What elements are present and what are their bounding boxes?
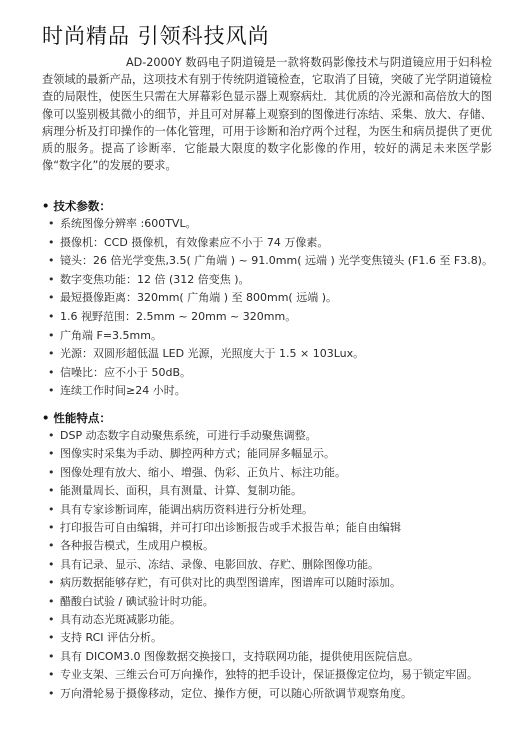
bullet-icon: • (48, 384, 55, 398)
bullet-icon: • (48, 576, 55, 590)
intro-paragraph: AD-2000Y 数码电子阴道镜是一款将数码影像技术与阴道镜应用于妇科检查领域的最新产品，这项技术有别于传统阴道镜检查，它取消了目镜，突破了光学阴道镜检查的局限性，使医生只需在大屏幕彩色显示器上观察病灶．其优质的冷光源和高倍放大的图像可以鉴别极其微小的细节，并且可对屏幕上观察到的图像进行冻结、采集、放大、存储、病理分析及打印操作的一体化管理，可用于诊断和治疗两个过程，为医生和病员提供了更优质的服务。提高了诊断率．它能最大限度的数字化影像的作用，较好的满足未来医学影像“数字化”的发展的要求。 (42, 56, 492, 173)
list-item: • 专业支架、三维云台可万向操作，独特的把手设计，保证摄像定位均，易于锁定牢固。 (46, 666, 492, 684)
bullet-icon: • (48, 328, 55, 342)
bullet-icon: • (48, 254, 55, 268)
bullet-icon: • (48, 429, 55, 442)
bullet-icon: • (48, 594, 55, 608)
features-heading: • 性能特点： (42, 411, 111, 425)
list-item: • 万向滑轮易于摄像移动，定位、操作方便，可以随心所欲调节观察角度。 (46, 685, 492, 703)
list-item: • 最短摄像距离：320mm( 广角端 ) 至 800mm( 远端 )。 (46, 289, 492, 308)
bullet-icon: • (48, 668, 55, 682)
specs-list (46, 215, 492, 401)
list-item: • 打印报告可自由编辑，并可打印出诊断报告或手术报告单；能自由编辑 (46, 519, 492, 537)
list-item: • DSP 动态数字自动聚焦系统，可进行手动聚焦调整。 (46, 427, 492, 445)
list-item: • 具有记录、显示、冻结、录像、电影回放、存贮、删除图像功能。 (46, 556, 492, 574)
bullet-icon: • (48, 235, 55, 249)
list-item: • 支持 RCI 评估分析。 (46, 629, 492, 647)
list-item: • 信噪比：应不小于 50dB。 (46, 364, 492, 383)
list-item: • 具有动态光斑减影功能。 (46, 611, 492, 629)
list-item: • 病历数据能够存贮，有可供对比的典型图谱库，图谱库可以随时添加。 (46, 574, 492, 592)
bullet-icon: • (48, 484, 55, 498)
bullet-icon: • (48, 291, 55, 305)
list-item: • 具有 DICOM3.0 图像数据交换接口，支持联网功能，提供使用医院信息。 (46, 648, 492, 666)
bullet-icon: • (48, 365, 55, 379)
list-item: • 广角端 F=3.5mm。 (46, 327, 492, 346)
bullet-icon: • (48, 502, 55, 516)
list-item: • 光源：双圆形超低温 LED 光源，光照度大于 1.5 × 103Lux。 (46, 345, 492, 364)
page-title: 时尚精品 引领科技风尚 (42, 24, 270, 48)
bullet-icon: • (48, 217, 55, 230)
features-list (46, 427, 492, 703)
list-item: • 图像实时采集为手动、脚控两种方式；能同屏多幅显示。 (46, 445, 492, 463)
bullet-icon: • (48, 649, 55, 663)
list-item: • 图像处理有放大、缩小、增强、伪彩、正负片、标注功能。 (46, 464, 492, 482)
list-item: • 能测量周长、面积，具有测量、计算、复制功能。 (46, 482, 492, 500)
bullet-icon: • (48, 309, 55, 323)
list-item: • 系统图像分辨率 :600TVL。 (46, 215, 492, 234)
bullet-icon: • (48, 613, 55, 627)
specs-heading: • 技术参数： (42, 199, 111, 213)
list-item: • 1.6 视野范围：2.5mm ~ 20mm ~ 320mm。 (46, 308, 492, 327)
bullet-icon: • (48, 447, 55, 461)
list-item: • 醋酸白试验 / 碘试验计时功能。 (46, 593, 492, 611)
list-item: • 各种报告模式，生成用户模板。 (46, 537, 492, 555)
list-item: • 连续工作时间≥24 小时。 (46, 382, 492, 401)
bullet-icon: • (48, 539, 55, 553)
bullet-icon: • (48, 521, 55, 535)
bullet-icon: • (48, 465, 55, 479)
list-item: • 镜头：26 倍光学变焦,3.5( 广角端 ) ~ 91.0mm( 远端 ) 光学变焦镜头 (F1.6 至 F3.8)。 (46, 252, 492, 271)
list-item: • 数字变焦功能：12 倍 (312 倍变焦 )。 (46, 271, 492, 290)
list-item: • 摄像机：CCD 摄像机，有效像素应不小于 74 万像素。 (46, 234, 492, 253)
bullet-icon: • (48, 631, 55, 645)
bullet-icon: • (48, 557, 55, 571)
bullet-icon: • (48, 686, 55, 700)
list-item: • 具有专家诊断词库，能调出病历资料进行分析处理。 (46, 501, 492, 519)
bullet-icon: • (48, 272, 55, 286)
bullet-icon: • (48, 347, 55, 361)
